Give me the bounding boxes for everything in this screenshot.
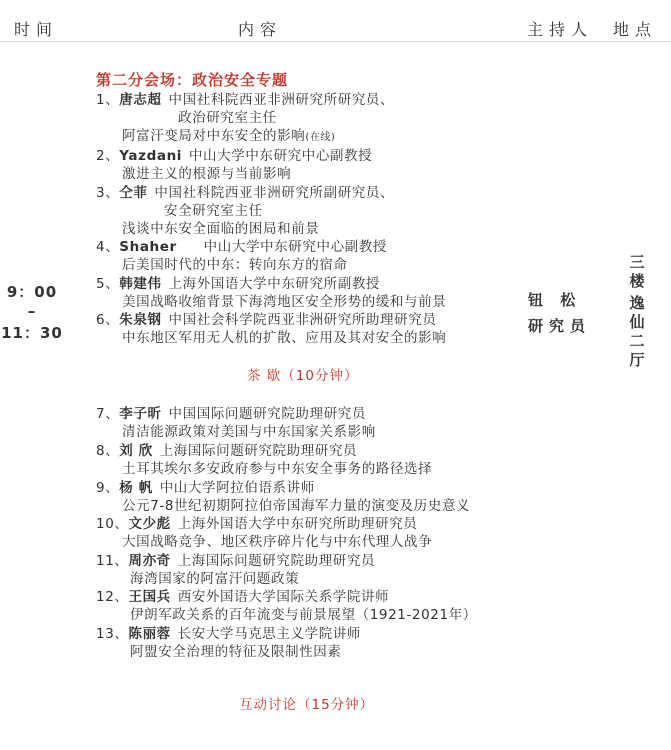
tea-break: 茶 歇（10分钟） (247, 368, 359, 384)
speaker-affiliation: 上海国际问题研究院助理研究员 (177, 553, 376, 569)
speaker-affiliation: 上海外国语大学中东研究所助理研究员 (177, 516, 418, 532)
talk-topic: 海湾国家的阿富汗问题政策 (130, 571, 300, 587)
speaker-affiliation: 中国社科院西亚非洲研究所研究员、 (168, 92, 395, 108)
talk-topic: 土耳其埃尔多安政府参与中东安全事务的路径选择 (122, 461, 433, 477)
talk-item (96, 147, 372, 165)
location-floor: 三楼 (629, 253, 645, 290)
time-end: 11：30 (1, 324, 63, 342)
talk-number: 2、 (96, 148, 120, 164)
header-content: 内容 (238, 20, 283, 39)
speaker-name: 韩建伟 (119, 276, 162, 292)
talk-number: 12、 (96, 589, 129, 605)
speaker-affiliation: 中山大学中东研究中心副教授 (188, 148, 373, 164)
speaker-name: 仝菲 (119, 185, 148, 201)
speaker-affiliation: 上海外国语大学中东研究所副教授 (168, 276, 381, 292)
talk-topic: 浅谈中东安全面临的困局和前景 (122, 221, 320, 237)
speaker-name: 李子昕 (119, 406, 162, 422)
speaker-affiliation: 上海国际问题研究院助理研究员 (159, 443, 358, 459)
talk-topic-text: 阿富汗变局对中东安全的影响 (122, 128, 306, 144)
header-location: 地点 (613, 20, 658, 39)
speaker-name: 杨 帆 (119, 480, 153, 496)
talk-number: 3、 (96, 185, 120, 201)
speaker-affiliation-line-2: 安全研究室主任 (164, 203, 263, 219)
speaker-name: 陈丽蓉 (128, 626, 171, 642)
talk-topic: 公元7-8世纪初期阿拉伯帝国海军力量的演变及历史意义 (122, 498, 471, 514)
talk-item (96, 311, 436, 329)
talk-item (96, 405, 366, 423)
speaker-affiliation: 中国国际问题研究院助理研究员 (168, 406, 366, 422)
talk-topic: 伊朗军政关系的百年流变与前景展望（1921-2021年） (130, 607, 477, 623)
header-divider (0, 41, 671, 42)
talk-number: 6、 (96, 312, 120, 328)
talk-topic: 大国战略竞争、地区秩序碎片化与中东代理人战争 (122, 534, 433, 550)
talk-number: 9、 (96, 480, 120, 496)
speaker-affiliation: 西安外国语大学国际关系学院讲师 (177, 589, 390, 605)
host-title: 研究员 (528, 317, 592, 335)
speaker-affiliation: 中山大学阿拉伯语系讲师 (159, 480, 315, 496)
speaker-name: 王国兵 (128, 589, 171, 605)
header-host: 主持人 (527, 20, 594, 39)
talk-number: 13、 (96, 626, 129, 642)
talk-topic: 激进主义的根源与当前影响 (122, 166, 292, 182)
talk-number: 8、 (96, 443, 120, 459)
online-note: (在线) (305, 132, 336, 143)
speaker-affiliation-line-2: 政治研究室主任 (178, 110, 277, 126)
talk-item (96, 184, 394, 202)
talk-topic: 清洁能源政策对美国与中东国家关系影响 (122, 424, 376, 440)
speaker-name: 周亦奇 (128, 553, 171, 569)
talk-item (96, 442, 357, 460)
talk-topic: 后美国时代的中东：转向东方的宿命 (122, 257, 348, 273)
speaker-name: 文少彪 (128, 516, 171, 532)
talk-number: 10、 (96, 516, 129, 532)
speaker-name: Shaher (119, 239, 177, 255)
time-dash: – (27, 302, 37, 320)
talk-topic: 阿盟安全治理的特征及限制性因素 (130, 644, 342, 660)
talk-item (96, 238, 387, 256)
talk-topic: 美国战略收缩背景下海湾地区安全形势的缓和与前景 (122, 294, 447, 310)
talk-topic: 中东地区军用无人机的扩散、应用及其对安全的影响 (122, 330, 447, 346)
talk-item (96, 588, 389, 606)
speaker-name: Yazdani (119, 148, 183, 164)
talk-number: 7、 (96, 406, 120, 422)
talk-item (96, 275, 380, 293)
time-start: 9：00 (6, 283, 58, 301)
speaker-name: 刘 欣 (119, 443, 153, 459)
interactive-discussion: 互动讨论（15分钟） (239, 697, 375, 713)
talk-number: 4、 (96, 239, 120, 255)
speaker-affiliation: 中国社会科学院西亚非洲研究所助理研究员 (168, 312, 437, 328)
speaker-affiliation: 长安大学马克思主义学院讲师 (177, 626, 362, 642)
talk-number: 1、 (96, 92, 120, 108)
speaker-name: 唐志超 (119, 92, 162, 108)
talk-topic (122, 127, 336, 147)
talk-item (96, 479, 315, 497)
header-time: 时间 (14, 20, 59, 39)
speaker-affiliation: 中国社科院西亚非洲研究所副研究员、 (154, 185, 395, 201)
talk-item (96, 91, 394, 109)
talk-item (96, 515, 417, 533)
talk-item (96, 625, 361, 643)
speaker-affiliation: 中山大学中东研究中心副教授 (203, 239, 387, 255)
host-name: 钮 松 (528, 291, 582, 309)
session-title: 第二分会场：政治安全专题 (96, 71, 289, 89)
talk-number: 11、 (96, 553, 129, 569)
speaker-name: 朱泉钢 (119, 312, 162, 328)
talk-item (96, 552, 375, 570)
talk-number: 5、 (96, 276, 120, 292)
location-hall: 逸仙二厅 (629, 294, 645, 369)
